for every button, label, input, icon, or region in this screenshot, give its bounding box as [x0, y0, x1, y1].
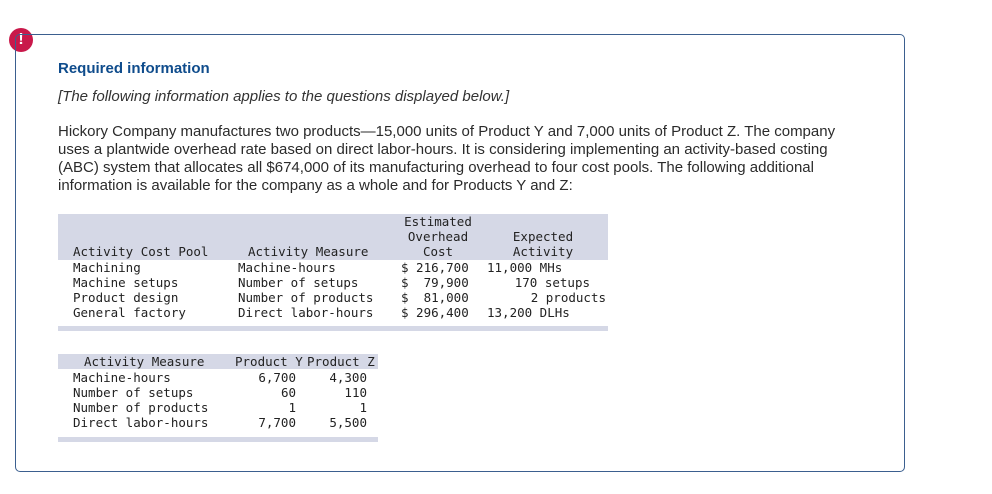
row-pool: Product design [73, 290, 179, 305]
row-measure: Machine-hours [73, 370, 171, 385]
header-cost-line2: Overhead [407, 229, 469, 244]
row-product-y: 6,700 [258, 370, 296, 385]
header-pool: Activity Cost Pool [73, 244, 209, 259]
header-activity-line1: Expected [512, 229, 574, 244]
row-measure: Number of products [238, 290, 374, 305]
header-product-z: Product Z [307, 354, 375, 369]
row-measure: Direct labor-hours [73, 415, 209, 430]
header-cost-line3: Cost [422, 244, 454, 259]
row-cost: $ 296,400 [401, 305, 469, 320]
table-bottom-bar [58, 437, 378, 442]
row-measure: Number of setups [238, 275, 359, 290]
row-measure: Number of setups [73, 385, 194, 400]
header-activity-line2: Activity [512, 244, 574, 259]
row-pool: General factory [73, 305, 186, 320]
problem-paragraph: Hickory Company manufactures two products—15,000 units of Product Y and 7,000 units of Product Z. The company uses a plantwide overhead rate based on direct labor-hours. It is considering implementing an activity-based costing (ABC) system that allocates all $674,000 of its manufacturing overhead to four cost pools. The following additional information is available for the company as a whole and for Products Y and Z: [58, 123, 836, 194]
row-activity: 13,200 DLHs [487, 305, 570, 320]
row-pool: Machining [73, 260, 141, 275]
section-subtitle: [The following information applies to the questions displayed below.] [58, 88, 510, 105]
row-activity: 2 products [530, 290, 606, 305]
row-activity: 170 setups [514, 275, 590, 290]
row-product-y: 60 [280, 385, 296, 400]
header-measure: Activity Measure [84, 354, 205, 369]
row-measure: Machine-hours [238, 260, 336, 275]
header-product-y: Product Y [235, 354, 303, 369]
row-product-y: 1 [288, 400, 296, 415]
row-product-z: 1 [359, 400, 367, 415]
alert-icon: ! [9, 28, 33, 52]
table-bottom-bar [58, 326, 608, 331]
row-pool: Machine setups [73, 275, 179, 290]
row-measure: Direct labor-hours [238, 305, 374, 320]
header-cost-line1: Estimated [404, 214, 472, 229]
section-title: Required information [58, 60, 210, 77]
row-product-z: 110 [344, 385, 367, 400]
row-cost: $ 81,000 [401, 290, 469, 305]
row-cost: $ 216,700 [401, 260, 469, 275]
row-product-y: 7,700 [258, 415, 296, 430]
header-measure: Activity Measure [248, 244, 369, 259]
row-measure: Number of products [73, 400, 209, 415]
row-activity: 11,000 MHs [487, 260, 563, 275]
row-product-z: 4,300 [329, 370, 367, 385]
row-cost: $ 79,900 [401, 275, 469, 290]
row-product-z: 5,500 [329, 415, 367, 430]
